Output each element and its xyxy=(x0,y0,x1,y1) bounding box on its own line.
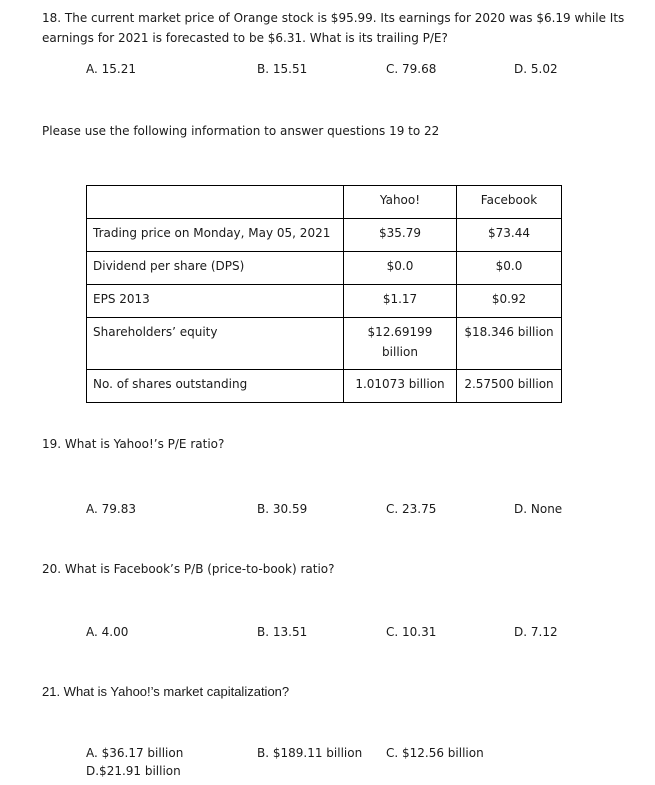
row-equity-yahoo xyxy=(344,318,456,362)
table-header-facebook-text: Facebook xyxy=(480,193,538,207)
q21-question: 21. What is Yahoo!’s market capitalization? xyxy=(42,684,290,699)
row-shares-yahoo: 1.01073 billion xyxy=(355,377,445,391)
row-dps-yahoo: $0.0 xyxy=(386,259,414,273)
row-shares-facebook: 2.57500 billion xyxy=(464,377,554,391)
row-equity-yahoo-line2: billion xyxy=(382,345,418,359)
table-row xyxy=(87,318,562,370)
table-cell-label xyxy=(87,318,344,370)
row-dps-facebook: $0.0 xyxy=(495,259,523,273)
q18-text-line1: 18. The current market price of Orange stock is $95.99. Its earnings for 2020 was $6.19 while Its xyxy=(42,11,625,25)
table-row xyxy=(87,370,562,403)
table-header-empty xyxy=(87,186,344,219)
table-cell-yahoo xyxy=(344,219,457,252)
table-cell-yahoo xyxy=(344,252,457,285)
q21-option-b: B. $189.11 billion xyxy=(257,746,363,760)
row-trading-price-facebook: $73.44 xyxy=(488,226,530,240)
table-cell-yahoo xyxy=(344,370,457,403)
row-equity-facebook: $18.346 billion xyxy=(464,325,554,339)
q20-option-c: C. 10.31 xyxy=(386,625,437,639)
table-cell-label xyxy=(87,219,344,252)
q19-option-a: A. 79.83 xyxy=(86,502,136,516)
q21-option-c: C. $12.56 billion xyxy=(386,746,484,760)
table-header-yahoo-text: Yahoo! xyxy=(379,193,421,207)
q18-option-d: D. 5.02 xyxy=(514,62,558,76)
q18-option-c: C. 79.68 xyxy=(386,62,437,76)
row-shares-label: No. of shares outstanding xyxy=(93,377,248,391)
row-trading-price-label: Trading price on Monday, May 05, 2021 xyxy=(93,226,331,240)
table-row xyxy=(87,252,562,285)
table-row xyxy=(87,285,562,318)
q19-question: 19. What is Yahoo!’s P/E ratio? xyxy=(42,437,225,451)
row-eps-facebook: $0.92 xyxy=(491,292,527,306)
row-trading-price-yahoo: $35.79 xyxy=(379,226,421,240)
q19-option-c: C. 23.75 xyxy=(386,502,437,516)
table-cell-facebook xyxy=(457,370,562,403)
table-cell-label xyxy=(87,252,344,285)
intro-text: Please use the following information to answer questions 19 to 22 xyxy=(42,124,440,138)
q19-option-d: D. None xyxy=(514,502,563,516)
q21-option-a: A. $36.17 billion xyxy=(86,746,184,760)
table-cell-facebook xyxy=(457,318,562,370)
q18-option-b: B. 15.51 xyxy=(257,62,308,76)
info-table xyxy=(86,185,562,403)
row-dps-label: Dividend per share (DPS) xyxy=(93,259,245,273)
table-row xyxy=(87,219,562,252)
table-cell-facebook xyxy=(457,219,562,252)
table-cell-yahoo xyxy=(344,318,457,370)
q20-option-d: D. 7.12 xyxy=(514,625,558,639)
row-eps-label: EPS 2013 xyxy=(93,292,150,306)
q20-question: 20. What is Facebook’s P/B (price-to-book) ratio? xyxy=(42,562,335,576)
table-cell-yahoo xyxy=(344,285,457,318)
table-cell-label xyxy=(87,285,344,318)
table-cell-label xyxy=(87,370,344,403)
table-header-facebook xyxy=(457,186,562,219)
table-cell-facebook xyxy=(457,285,562,318)
q19-option-b: B. 30.59 xyxy=(257,502,308,516)
row-equity-yahoo-line1: $12.69199 xyxy=(367,325,433,339)
q20-option-b: B. 13.51 xyxy=(257,625,308,639)
table-header-yahoo xyxy=(344,186,457,219)
table-header-row xyxy=(87,186,562,219)
row-eps-yahoo: $1.17 xyxy=(382,292,418,306)
table-cell-facebook xyxy=(457,252,562,285)
q18-option-a: A. 15.21 xyxy=(86,62,136,76)
q21-option-d: D.$21.91 billion xyxy=(86,764,181,778)
row-equity-label: Shareholders’ equity xyxy=(93,325,218,339)
q18-text-line2: earnings for 2021 is forecasted to be $6.31. What is its trailing P/E? xyxy=(42,31,448,45)
q20-option-a: A. 4.00 xyxy=(86,625,129,639)
